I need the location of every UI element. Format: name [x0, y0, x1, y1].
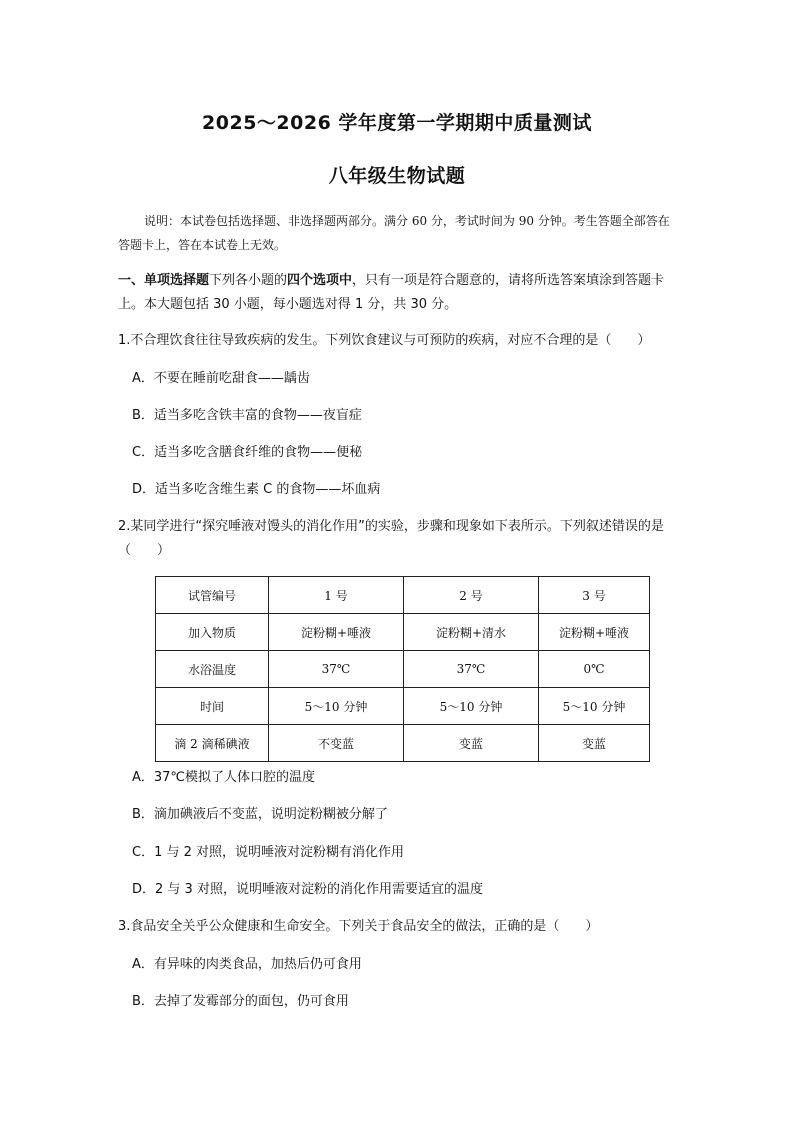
question-1-option-b: B．适当多吃含铁丰富的食物——夜盲症: [132, 408, 362, 423]
section-heading: 一、单项选择题: [118, 273, 210, 288]
table-row: [156, 688, 650, 725]
question-2-option-a: A．37℃模拟了人体口腔的温度: [132, 770, 316, 785]
question-3-option-a: A．有异味的肉类食品，加热后仍可食用: [132, 957, 362, 972]
table-cell: 变蓝: [404, 725, 539, 762]
table-cell: 水浴温度: [156, 651, 269, 688]
table-cell: 淀粉糊+唾液: [269, 614, 404, 651]
table-cell: 0℃: [539, 651, 650, 688]
question-2-option-b: B．滴加碘液后不变蓝，说明淀粉糊被分解了: [132, 807, 388, 822]
section-text-bold: 四个选项中: [287, 273, 353, 288]
table-cell: 5～10 分钟: [404, 688, 539, 725]
table-cell: 37℃: [404, 651, 539, 688]
question-1-option-a: A．不要在睡前吃甜食——龋齿: [132, 371, 310, 386]
question-2-stem: 2.某同学进行“探究唾液对馒头的消化作用”的实验，步骤和现象如下表所示。下列叙述错误的是（ ）: [118, 519, 664, 558]
table-row: [156, 725, 650, 762]
table-cell: 37℃: [269, 651, 404, 688]
table-cell: 5～10 分钟: [539, 688, 650, 725]
question-1-option-c: C．适当多吃含膳食纤维的食物——便秘: [132, 445, 363, 460]
question-3-stem: 3.食品安全关乎公众健康和生命安全。下列关于食品安全的做法，正确的是（ ）: [118, 919, 599, 934]
exam-subtitle: 八年级生物试题: [328, 165, 466, 187]
exam-title: 2025～2026 学年度第一学期期中质量测试: [202, 112, 592, 134]
table-cell: 滴 2 滴稀碘液: [156, 725, 269, 762]
table-row: [156, 651, 650, 688]
table-row: [156, 614, 650, 651]
experiment-table: [155, 576, 650, 762]
question-1-stem: 1.不合理饮食往往导致疾病的发生。下列饮食建议与可预防的疾病，对应不合理的是（ ）: [118, 333, 651, 348]
table-cell: 试管编号: [156, 577, 269, 614]
table-cell: 1 号: [269, 577, 404, 614]
table-cell: 变蓝: [539, 725, 650, 762]
table-cell: 加入物质: [156, 614, 269, 651]
table-cell: 淀粉糊+清水: [404, 614, 539, 651]
table-cell: 5～10 分钟: [269, 688, 404, 725]
question-3-option-b: B．去掉了发霉部分的面包，仍可食用: [132, 994, 349, 1009]
table-cell: 3 号: [539, 577, 650, 614]
question-2-option-d: D．2 与 3 对照，说明唾液对淀粉的消化作用需要适宜的温度: [132, 882, 483, 897]
section-text-a: 下列各小题的: [209, 273, 288, 288]
question-1-option-d: D．适当多吃含维生素 C 的食物——坏血病: [132, 482, 381, 497]
table-cell: 不变蓝: [269, 725, 404, 762]
instructions-note: 说明：本试卷包括选择题、非选择题两部分。满分 60 分，考试时间为 90 分钟。考生答题全部答在答题卡上，答在本试卷上无效。: [118, 214, 670, 252]
table-cell: 2 号: [404, 577, 539, 614]
question-2-option-c: C．1 与 2 对照，说明唾液对淀粉糊有消化作用: [132, 845, 405, 860]
section-one-intro: [118, 269, 688, 317]
section-text-b: ，只有一项是符合题意的，请将所选答案填涂到答题卡上。本大题包括 30 小题，每小题选对得 1 分，共 30 分。: [118, 273, 665, 312]
table-cell: 淀粉糊+唾液: [539, 614, 650, 651]
table-row: [156, 577, 650, 614]
table-cell: 时间: [156, 688, 269, 725]
